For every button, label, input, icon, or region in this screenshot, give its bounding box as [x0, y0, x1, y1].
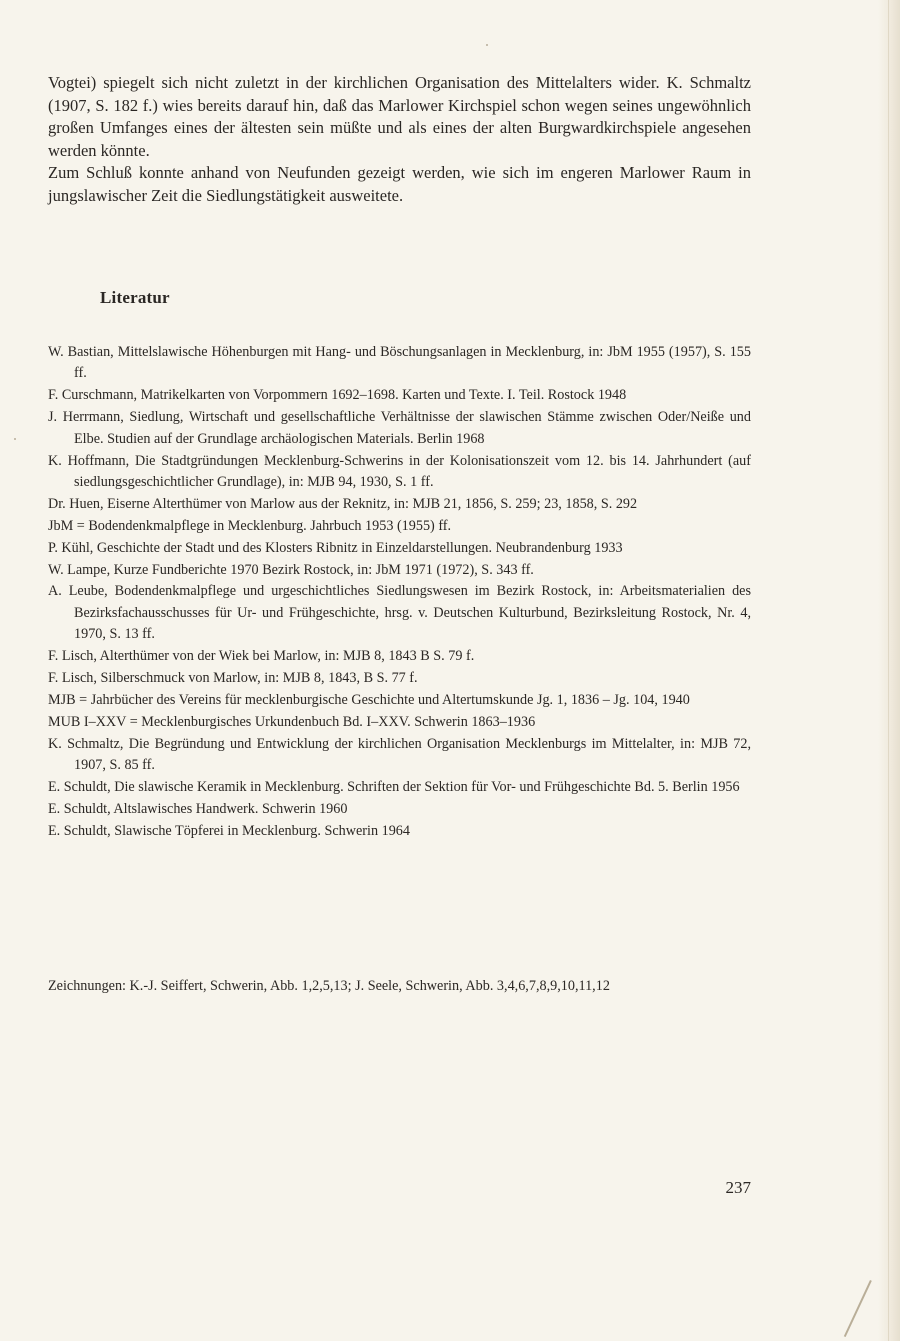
- paper-speck: [14, 438, 16, 440]
- page-corner-fold: [844, 1280, 872, 1337]
- body-text: [48, 72, 751, 208]
- reference-entry: JbM = Bodendenkmalpflege in Mecklenburg. Jahrbuch 1953 (1955) ff.: [48, 517, 452, 534]
- reference-entry: W. Bastian, Mittelslawische Höhenburgen mit Hang- und Böschungsanlagen in Mecklenburg, in: JbM 1955 (1957), S. 155 ff.: [48, 344, 751, 382]
- reference-entry: F. Lisch, Silberschmuck von Marlow, in: MJB 8, 1843, B S. 77 f.: [48, 670, 418, 687]
- reference-entry: F. Curschmann, Matrikelkarten von Vorpommern 1692–1698. Karten und Texte. I. Teil. Rostock 1948: [48, 387, 627, 404]
- page-edge-line: [888, 0, 889, 1341]
- reference-entry: MJB = Jahrbücher des Vereins für mecklenburgische Geschichte und Altertumskunde Jg. 1, 1836 – Jg. 104, 1940: [48, 692, 690, 708]
- drawing-credits: Zeichnungen: K.-J. Seiffert, Schwerin, Abb. 1,2,5,13; J. Seele, Schwerin, Abb. 3,4,6,7,8,9,10,11,12: [48, 978, 610, 994]
- body-paragraph: Zum Schluß konnte anhand von Neufunden gezeigt werden, wie sich im engeren Marlower Raum in jungslawischer Zeit die Siedlungstätigkeit ausweitete.: [48, 163, 751, 205]
- paper-speck: [486, 44, 488, 46]
- literatur-heading: Literatur: [100, 288, 170, 307]
- reference-entry: MUB I–XXV = Mecklenburgisches Urkundenbuch Bd. I–XXV. Schwerin 1863–1936: [48, 713, 536, 730]
- reference-entry: J. Herrmann, Siedlung, Wirtschaft und gesellschaftliche Verhältnisse der slawischen Stämme zwischen Oder/Neiße und Elbe. Studien auf der Grundlage archäologischen Materials. Berlin 1968: [48, 409, 751, 447]
- reference-entry: A. Leube, Bodendenkmalpflege und urgeschichtliches Siedlungswesen im Bezirk Rostock, in: Arbeitsmaterialien des Bezirksfachausschusses für Ur- und Frühgeschichte, hrsg. v. Deutschen Kulturbund, Bezirksleitung Rostock, Nr. 4, 1970, S. 13 ff.: [48, 583, 751, 643]
- reference-entry: Dr. Huen, Eiserne Alterthümer von Marlow aus der Reknitz, in: MJB 21, 1856, S. 259; 23, 1858, S. 292: [48, 495, 638, 512]
- reference-entry: E. Schuldt, Altslawisches Handwerk. Schwerin 1960: [48, 801, 348, 818]
- reference-entry: P. Kühl, Geschichte der Stadt und des Klosters Ribnitz in Einzeldarstellungen. Neubrandenburg 1933: [48, 539, 623, 556]
- reference-entry: K. Hoffmann, Die Stadtgründungen Mecklenburg-Schwerins in der Kolonisationszeit vom 12. bis 14. Jahrhundert (auf siedlungsgeschichtlicher Grundlage), in: MJB 94, 1930, S. 1 ff.: [48, 452, 751, 490]
- reference-entry: E. Schuldt, Slawische Töpferei in Mecklenburg. Schwerin 1964: [48, 822, 410, 839]
- reference-entry: E. Schuldt, Die slawische Keramik in Mecklenburg. Schriften der Sektion für Vor- und Frühgeschichte Bd. 5. Berlin 1956: [48, 779, 740, 796]
- reference-entry: K. Schmaltz, Die Begründung und Entwicklung der kirchlichen Organisation Mecklenburgs im Mittelalter, in: MJB 72, 1907, S. 85 ff.: [48, 735, 751, 774]
- reference-list: [48, 342, 751, 843]
- reference-entry: F. Lisch, Alterthümer von der Wiek bei Marlow, in: MJB 8, 1843 B S. 79 f.: [48, 648, 475, 665]
- page-number: 237: [725, 1178, 751, 1197]
- page-edge-shadow: [878, 0, 900, 1341]
- reference-entry: W. Lampe, Kurze Fundberichte 1970 Bezirk Rostock, in: JbM 1971 (1972), S. 343 ff.: [48, 561, 534, 578]
- body-paragraph: Vogtei) spiegelt sich nicht zuletzt in der kirchlichen Organisation des Mittelalters wider. K. Schmaltz (1907, S. 182 f.) wies bereits darauf hin, daß das Marlower Kirchspiel schon wegen seines ungewöhnlich großen Umfanges eines der ältesten sein müßte und als eines der alten Burgwardkirchspiele angesehen werden könnte.: [48, 73, 751, 160]
